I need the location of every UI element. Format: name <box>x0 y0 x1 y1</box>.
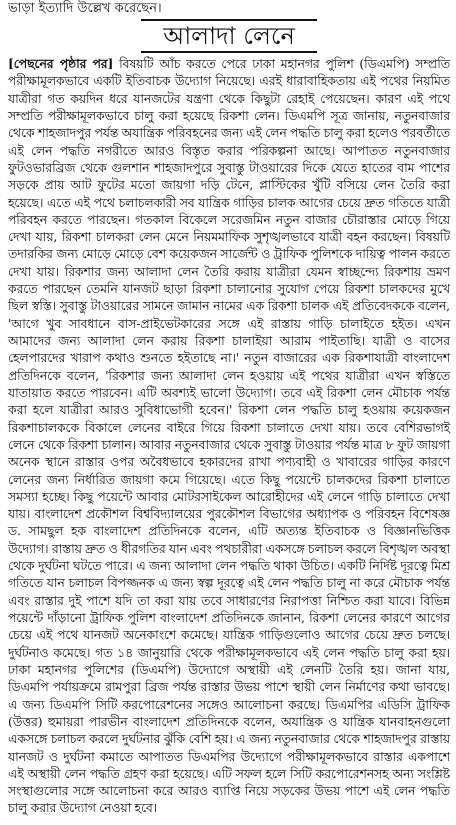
headline-container <box>8 19 450 53</box>
article-body <box>8 55 450 817</box>
continued-from-label: [পেছনের পৃষ্ঠার পর] <box>8 56 114 71</box>
article-body-text: বিষয়টি আঁচ করতে পেরে ঢাকা মহানগর পুলিশ (ডিএমপি) সম্প্রতি পরীক্ষামূলকভাবে একটি ইতিবাচক উদ্যোগ নিয়েছে। এরই ধারাবাহিকতায় এই পথের নিয়মিত যাত্রীরা গত কয়দিন ধরে যানজটের যন্ত্রণা থেকে কিছুটা রেহাই পেয়েছেন। কারণ এই পথে সম্প্রতি পরীক্ষামূলকভাবে চালু করা হয়েছে রিকশা লেন। ডিএমপি সূত্র জানায়, নতুনবাজার থেকে শাহজাদপুর পর্যন্ত অযান্ত্রিক পরিবহনের জন্য এই লেন পদ্ধতি চালু করা হলেও পরবর্তীতে এই লেন পদ্ধতি নগরীতে আরও বিস্তৃত করার পরিকল্পনা আছে। আপাতত নতুনবাজার ফুটওভারব্রিজ থেকে গুলশান শাহজাদপুরে সুবাস্তু টাওয়ারের দিকে যেতে হাতের বাম পাশের সড়কে প্রায় আট ফুটের মতো জায়গা দড়ি টেনে, প্লাস্টিকের খুঁটি বসিয়ে লেন তৈরি করা হয়েছে। এতে এই পথে চলাচলকারী সব যান্ত্রিক গাড়ির চালক আগের চেয়ে দ্রুত গতিতে যাত্রী পরিবহন করতে পারছেন। গতকাল বিকেলে সরেজমিন নতুন বাজার চৌরাস্তার মোড়ে গিয়ে দেখা যায়, রিকশা চালকরা লেন মেনে নিয়মমাফিক সুশৃঙ্খলভাবে যাত্রী বহন করছেন। বিষয়টি তদারকির জন্য মোড়ে মোড়ে বেশ কয়েকজন সার্জেন্ট ও ট্রাফিক পুলিশকে দায়িত্ব পালন করতে দেখা যায়। রিকশার জন্য আলাদা লেন তৈরি করায় যাত্রীরা যেমন স্বাচ্ছন্দ্যে রিকশায় ভ্রমণ করতে পারছেন তেমনি যানজট ছাড়া রিকশা চালানোর সুযোগ পেয়ে রিকশা চালকদের মুখে ছিল স্বস্তি। সুবাস্তু টাওয়ারের সামনে জামান নামের এক রিকশা চালক এই প্রতিবেদককে বলেন, 'আগে খুব সাবধানে বাস-প্রাইভেটকারের সঙ্গে এই রাস্তায় গাড়ি চালাইতে হইত। এখন আমাদের জন্য আলাদা লেন করায় রিকশা চালাইয়া আরাম পাইতাছি। যাত্রী ও বাসের হেলপারদের খারাপ কথাও শুনতে হইতাছে না।' নতুন বাজারের এক রিকশাযাত্রী বাংলাদেশ প্রতিদিনকে বলেন, 'রিকশার জন্য আলাদা লেন হওয়ায় এই পথের যাত্রীরা এখন স্বস্তিতে যাতায়াত করতে পারবেন। এটি অবশ্যই ভালো উদ্যোগ। তবে এই রিকশা লেন মৌচাক পর্যন্ত করা হলে যাত্রীরা আরও সুবিধাভোগী হবেন।' রিকশা লেন পদ্ধতি চালু হওয়ায় কয়েকজন রিকশাচালককে বিকালে লেনের বাইরে গিয়ে রিকশা চালাতে দেখা যায়। তবে বেশিরভাগই লেনে থেকে রিকশা চালান। আবার নতুনবাজার থেকে সুবাস্তু টাওয়ার পর্যন্ত মাত্র ৮ ফুট জায়গা অনেক স্থানে রাস্তার ওপর অবৈধভাবে হকারদের রাখা পণ্যবাহী ও খাবারের গাড়ির কারণে লেনের জন্য নির্ধারিত জায়গা কমে গিয়েছে। এতে কিছু পয়েন্টে চালকদের রিকশা চালাতে সমস্যা হচ্ছে। কিছু পয়েন্টে আবার মোটরসাইকেল আরোহীদের এই লেনে গাড়ি চালাতে দেখা যায়। বাংলাদেশ প্রকৌশল বিশ্ববিদ্যালয়ের পুরকৌশল বিভাগের অধ্যাপক ও পরিবহন বিশেষজ্ঞ ড. সামছুল হক বাংলাদেশ প্রতিদিনকে বলেন, এটি অত্যন্ত ইতিবাচক ও বিজ্ঞানভিত্তিক উদ্যোগ। রাস্তায় দ্রুত ও ধীরগতির যান এবং পথচারীরা একসঙ্গে চলাচল করলে বিশৃঙ্খল অবস্থা থেকে দুর্ঘটনা ঘটতে পারে। এ জন্য আলাদা লেন পদ্ধতি থাকা উচিত। একটি নির্দিষ্ট দূরত্বে মিশ্র গতিতে যান চলাচল বিপজ্জনক এ জন্য স্বল্প দূরত্বে এই লেন পদ্ধতি চালু না করে মৌচাক পর্যন্ত এবং রাস্তার দুই পাশে যদি তা করা যায় তবে সাধারণের নিরাপত্তা নিশ্চিত করা যাবে। বিভিন্ন পয়েন্টে দাঁড়ানো ট্রাফিক পুলিশ বাংলাদেশ প্রতিদিনকে জানান, রিকশা লেনের কারণে আগের চেয়ে এই পথে যানজট অনেকাংশে কমেছে। যান্ত্রিক গাড়িগুলোও আগের চেয়ে দ্রুত চলছে। দুর্ঘটনাও কমেছে। গত ১৪ জানুয়ারি থেকে পরীক্ষামূলকভাবে এই লেন পদ্ধতি চালু করা হয়। ঢাকা মহানগর পুলিশের (ডিএমপি) উদ্যোগে অস্থায়ী এই লেনটি তৈরি হয়। জানা যায়, ডিএমপি পর্যায়ক্রমে রামপুরা ব্রিজ পর্যন্ত রাস্তার উভয় পাশে স্থায়ী লেন নির্মাণের কথা ভাবছে। এ জন্য ডিএমপি সিটি করপোরেশনের সঙ্গেও আলোচনা করছে। ডিএমপির এডিসি ট্রাফিক (উত্তর) হুমায়রা পারভীন বাংলাদেশ প্রতিদিনকে বলেন, অযান্ত্রিক ও যান্ত্রিক যানবাহনগুলো একসঙ্গে চলাচল করলে দুর্ঘটনার ঝুঁকি বেশি হয়। এ জন্য নতুনবাজার থেকে শাহজাদপুর রাস্তায় যানজট ও দুর্ঘটনা কমাতে আপাতত ডিএমপির উদ্যোগে পরীক্ষামূলকভাবে রাস্তার একপাশে এই অস্থায়ী লেন পদ্ধতি গ্রহণ করা হয়েছে। এটি সফল হলে সিটি করপোরেশনসহ অন্য সংশ্লিষ্ট সংস্থাগুলোর সঙ্গে আলোচনা করে আরও ব্যাপ্তি নিয়ে সড়কের উভয় পাশে এই লেন পদ্ধতি চালু করার উদ্যোগ নেওয়া হবে। <box>8 56 451 816</box>
previous-article-tail: ভাড়া ইত্যাদি উল্লেখ করেছেন। <box>8 1 162 16</box>
article-headline: আলাদা লেনে <box>141 19 317 53</box>
